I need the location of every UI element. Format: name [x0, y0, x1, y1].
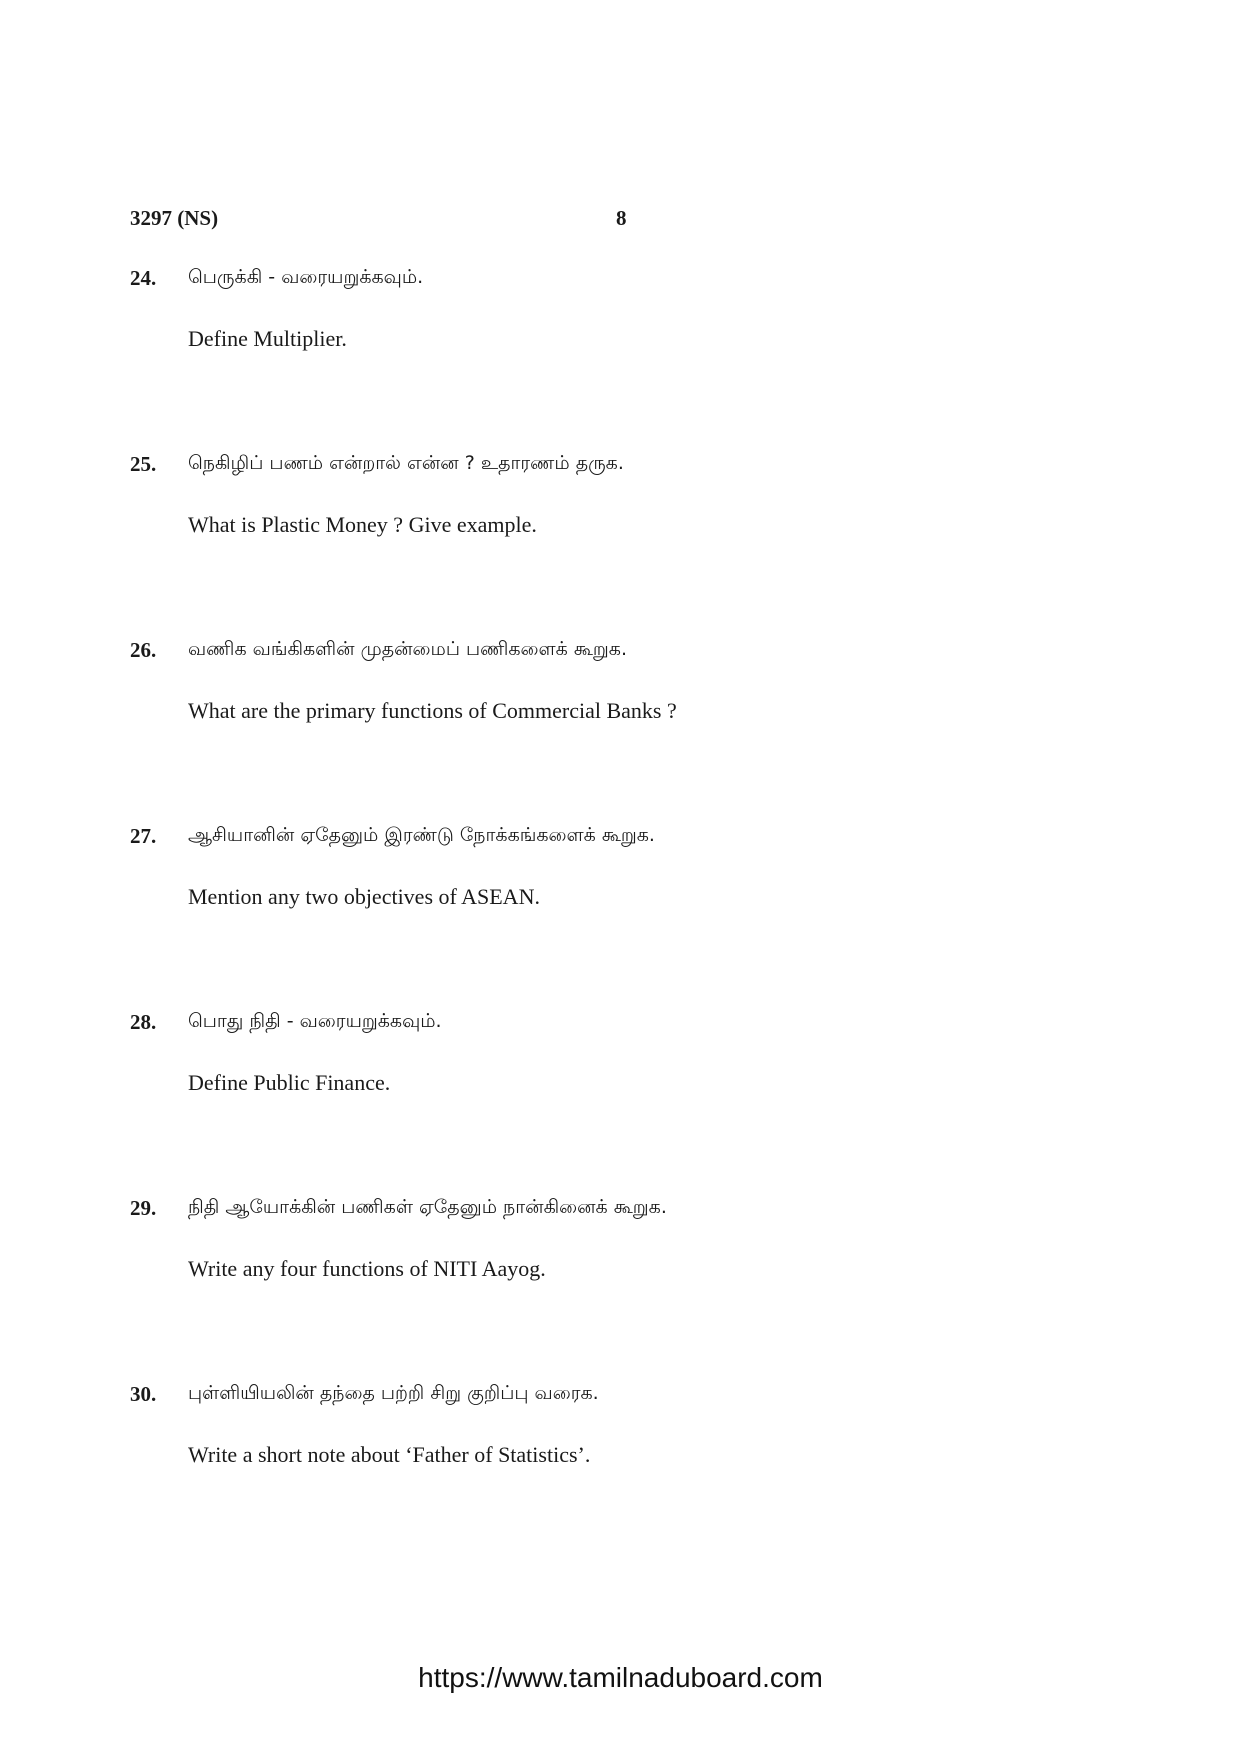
footer-url: https://www.tamilnaduboard.com — [418, 1662, 823, 1693]
question-28 — [130, 1010, 1030, 1120]
question-tamil-text: பொது நிதி - வரையறுக்கவும். — [188, 1010, 442, 1032]
page-header — [130, 206, 650, 236]
question-tamil-text: நிதி ஆயோக்கின் பணிகள் ஏதேனும் நான்கினைக் கூறுக. — [188, 1196, 667, 1218]
question-english-text: Write a short note about ‘Father of Statistics’. — [188, 1442, 591, 1467]
question-english-text: Write any four functions of NITI Aayog. — [188, 1256, 546, 1281]
question-29 — [130, 1196, 1030, 1306]
question-24 — [130, 266, 1030, 376]
question-number: 24. — [130, 266, 157, 290]
question-number: 29. — [130, 1196, 157, 1220]
question-26 — [130, 638, 1030, 748]
question-english-text: Define Public Finance. — [188, 1070, 391, 1095]
question-english-text: What is Plastic Money ? Give example. — [188, 512, 537, 537]
question-english-text: Define Multiplier. — [188, 326, 347, 351]
question-tamil-text: ஆசியானின் ஏதேனும் இரண்டு நோக்கங்களைக் கூறுக. — [188, 824, 655, 846]
question-tamil-text: நெகிழிப் பணம் என்றால் என்ன ? உதாரணம் தருக. — [188, 452, 624, 474]
page-number: 8 — [616, 206, 627, 230]
question-tamil-text: வணிக வங்கிகளின் முதன்மைப் பணிகளைக் கூறுக. — [188, 638, 627, 660]
question-30 — [130, 1382, 1030, 1492]
question-number: 30. — [130, 1382, 157, 1406]
question-27 — [130, 824, 1030, 934]
question-tamil-text: புள்ளியியலின் தந்தை பற்றி சிறு குறிப்பு வரைக. — [188, 1382, 599, 1404]
question-number: 26. — [130, 638, 157, 662]
question-tamil-text: பெருக்கி - வரையறுக்கவும். — [188, 266, 424, 288]
question-english-text: Mention any two objectives of ASEAN. — [188, 884, 540, 909]
question-number: 27. — [130, 824, 157, 848]
question-number: 28. — [130, 1010, 157, 1034]
question-english-text: What are the primary functions of Commercial Banks ? — [188, 698, 677, 723]
question-25 — [130, 452, 1030, 562]
paper-code: 3297 (NS) — [130, 206, 219, 230]
question-number: 25. — [130, 452, 157, 476]
